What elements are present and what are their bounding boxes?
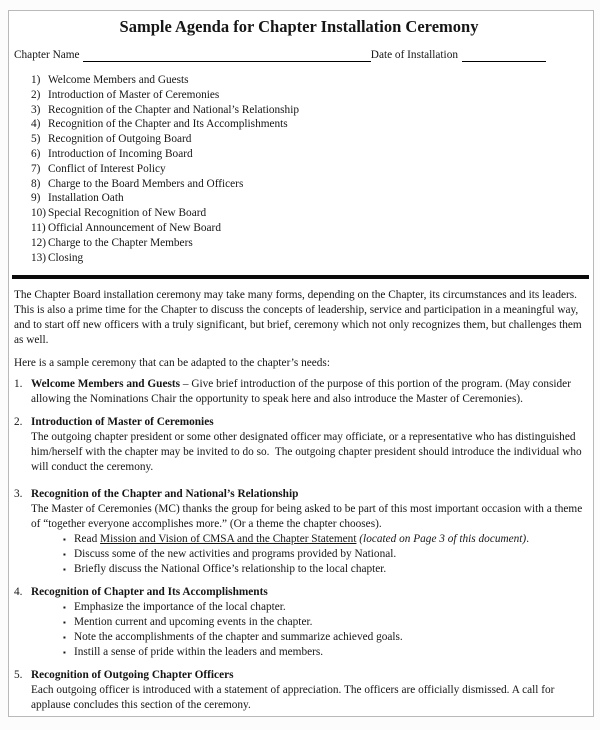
document-page [8,10,594,717]
section-body: The outgoing chapter president or some other designated officer may officiate, or a representative who has distinguished him/herself with the chapter may be invited to do so. The outgoing chapter president should introduce the individual who will conduct the ceremony. [31,431,585,474]
section-number: 3. [14,488,23,501]
agenda-item-text: Welcome Members and Guests [48,74,189,86]
square-bullet-icon: ▪ [63,550,66,560]
chapter-name-label: Chapter Name [14,49,80,61]
agenda-item-number: 4) [31,118,41,131]
section-outgoing-officers [14,668,584,713]
bullet-item [63,547,584,562]
section-mc-introduction [14,415,584,475]
agenda-item [31,206,584,221]
page-title: Sample Agenda for Chapter Installation Ceremony [119,17,479,36]
square-bullet-icon: ▪ [63,648,66,658]
agenda-item [31,236,584,251]
agenda-item-text: Introduction of Master of Ceremonies [48,88,220,101]
agenda-item-text: Recognition of the Chapter and National’s Relationship [48,103,299,116]
agenda-list [14,73,584,265]
date-blank-line [462,48,546,62]
bullet-item [63,532,584,547]
square-bullet-icon: ▪ [63,565,66,575]
agenda-item [31,103,584,118]
agenda-item-number: 11) [31,221,46,234]
section-title: Recognition of Outgoing Chapter Officers [31,669,234,682]
agenda-item-text: Introduction of Incoming Board [48,147,193,160]
bullet-text [74,532,529,547]
agenda-item-number: 9) [31,192,41,205]
square-bullet-icon: ▪ [63,618,66,628]
agenda-item-number: 10) [31,207,47,220]
section-content [31,585,584,660]
section-welcome [14,377,584,407]
section-chapter-accomplishments [14,585,584,660]
agenda-item-number: 6) [31,147,41,160]
agenda-item [31,117,584,132]
agenda-item-text: Installation Oath [48,192,124,205]
section-number: 2. [14,416,23,429]
chapter-name-blank-line [83,48,371,62]
bullet-text: Mention current and upcoming events in the chapter. [74,616,313,629]
bullet-text-pre: Read [74,533,101,546]
agenda-item [31,221,584,236]
section-title: Introduction of Master of Ceremonies [31,416,214,429]
bullet-item [63,630,584,645]
section-divider-rule [12,275,589,279]
agenda-item-number: 7) [31,162,41,175]
agenda-item [31,73,584,88]
section-content [31,668,584,713]
bullet-item [63,562,584,577]
agenda-item-number: 12) [31,236,47,249]
date-of-installation-label: Date of Installation [370,49,458,61]
agenda-item-number: 1) [31,74,41,86]
section-number: 4. [14,586,23,599]
section-content [31,487,584,577]
agenda-item-text: Recognition of Outgoing Board [48,133,192,146]
agenda-item-text: Charge to the Chapter Members [48,236,193,249]
bullet-item [63,615,584,630]
agenda-item-text: Special Recognition of New Board [48,207,207,220]
agenda-item-number: 3) [31,103,41,116]
agenda-item [31,88,584,103]
section-number: 1. [14,378,23,391]
header-fields-row [14,48,584,62]
agenda-item-number: 8) [31,177,41,190]
agenda-item [31,177,584,192]
agenda-item-number: 2) [31,88,41,101]
agenda-item [31,251,584,266]
agenda-item-text: Conflict of Interest Policy [48,162,166,175]
bullet-item [63,600,584,615]
section-title: Welcome Members and Guests [31,378,181,391]
section-national-relationship [14,487,584,577]
ceremony-sections [14,377,584,713]
bullet-text: Discuss some of the new activities and programs provided by National. [74,548,397,561]
square-bullet-icon: ▪ [63,633,66,643]
section-body: – Give brief introduction of the purpose of this portion of the program. (May consider allowing the Nominations Chair the opportunity to speak here and also introduce the Master of Ceremonies). [31,378,574,406]
section-body: Each outgoing officer is introduced with a statement of appreciation. The officers are officially dismissed. A call for applause concludes this section of the ceremony. [31,684,558,712]
agenda-item [31,132,584,147]
section-title: Recognition of Chapter and Its Accomplishments [31,586,268,599]
agenda-item-text: Recognition of the Chapter and Its Accomplishments [48,118,288,131]
agenda-item-number: 13) [31,251,47,264]
section-title: Recognition of the Chapter and National’s Relationship [31,488,299,501]
section-body: The Master of Ceremonies (MC) thanks the group for being asked to be part of this most important occasion with a theme of “together everyone accomplishes more.” (Or a theme the chapter chooses). [31,503,586,531]
agenda-item-text: Charge to the Board Members and Officers [48,177,244,190]
agenda-item-number: 5) [31,133,41,146]
bullet-item [63,645,584,660]
bullet-text-post: . [526,533,530,546]
agenda-item [31,147,584,162]
agenda-item-text: Official Announcement of New Board [48,221,221,234]
square-bullet-icon: ▪ [63,535,66,545]
section-number: 5. [14,669,23,682]
bullet-text: Emphasize the importance of the local chapter. [74,601,286,614]
agenda-item-text: Closing [48,251,84,264]
agenda-item [31,191,584,206]
section-content [31,377,584,407]
bullet-text: Note the accomplishments of the chapter and summarize achieved goals. [74,631,403,644]
italic-note-text: (located on Page 3 of this document) [356,533,527,546]
intro-paragraph: The Chapter Board installation ceremony may take many forms, depending on the Chapter, its circumstances and its leaders. This is also a prime time for the Chapter to discuss the concepts of leadership, service and participation in a meaningful way, and to start off new officers with a truly significant, but brief, ceremony which not only recognizes them, but challenges them as well. [14,289,586,347]
section-content [31,415,584,475]
lead-in-text: Here is a sample ceremony that can be adapted to the chapter’s needs: [14,357,330,370]
underlined-reference-text: Mission and Vision of CMSA and the Chapter Statement [100,533,357,546]
square-bullet-icon: ▪ [63,603,66,613]
bullet-text: Instill a sense of pride within the leaders and members. [74,646,324,659]
bullet-text: Briefly discuss the National Office’s relationship to the local chapter. [74,563,387,576]
agenda-item [31,162,584,177]
